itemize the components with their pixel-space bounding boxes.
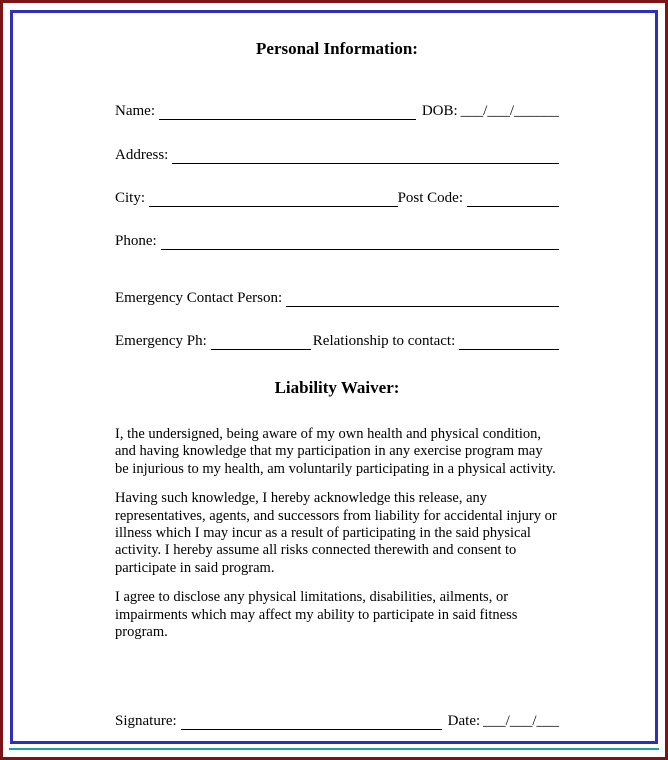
waiver-paragraph: Having such knowledge, I hereby acknowledge this release, any representatives, agents, and successors from liability for accidental injury or illness which I may incur as a result of participating in the said physical activity. I hereby assume all risks connected therewith and consent to participate in said program.: [115, 490, 557, 576]
emergency-contact-row: [115, 290, 559, 307]
phone-label: Phone:: [115, 233, 157, 249]
dob-input-line[interactable]: ___/___/______: [460, 103, 559, 119]
personal-information-title: Personal Information:: [256, 39, 418, 58]
bottom-accent-line: [9, 748, 659, 750]
relationship-input-line[interactable]: [459, 334, 559, 350]
emergency-phone-row: [115, 333, 559, 350]
date-label: Date:: [447, 713, 481, 730]
city-label: City:: [115, 190, 146, 206]
phone-input-line[interactable]: [161, 234, 559, 250]
post-code-input-line[interactable]: [467, 191, 559, 207]
signature-label: Signature:: [115, 713, 177, 730]
name-input-line[interactable]: [159, 104, 416, 120]
city-row: [115, 190, 559, 207]
waiver-body: [115, 426, 559, 641]
phone-row: [115, 233, 559, 250]
city-input-line[interactable]: [149, 191, 398, 207]
waiver-paragraph: I agree to disclose any physical limitations, disabilities, ailments, or impairments which may affect my ability to participate in said fitness program.: [115, 589, 518, 640]
name-row: [115, 103, 559, 120]
post-code-label: Post Code:: [397, 190, 463, 206]
emergency-contact-label: Emergency Contact Person:: [115, 290, 283, 306]
emergency-contact-input-line[interactable]: [286, 291, 559, 307]
waiver-paragraph: I, the undersigned, being aware of my own health and physical condition, and having knowledge that my participation in any exercise program may be injurious to my health, am voluntarily participating in a physical activity.: [115, 426, 556, 477]
address-input-line[interactable]: [172, 148, 559, 164]
document-inner-frame: [10, 10, 658, 744]
date-input-line[interactable]: ___/___/___: [483, 713, 559, 730]
emergency-ph-label: Emergency Ph:: [115, 333, 207, 349]
emergency-ph-input-line[interactable]: [211, 334, 311, 350]
liability-waiver-title: Liability Waiver:: [274, 378, 400, 397]
signature-row: [115, 713, 559, 730]
address-row: [115, 147, 559, 164]
address-label: Address:: [115, 147, 169, 163]
name-label: Name:: [115, 103, 155, 119]
dob-label: DOB:: [421, 103, 458, 119]
signature-input-line[interactable]: [181, 715, 442, 731]
form-page: [13, 13, 655, 741]
relationship-label: Relationship to contact:: [312, 333, 456, 349]
